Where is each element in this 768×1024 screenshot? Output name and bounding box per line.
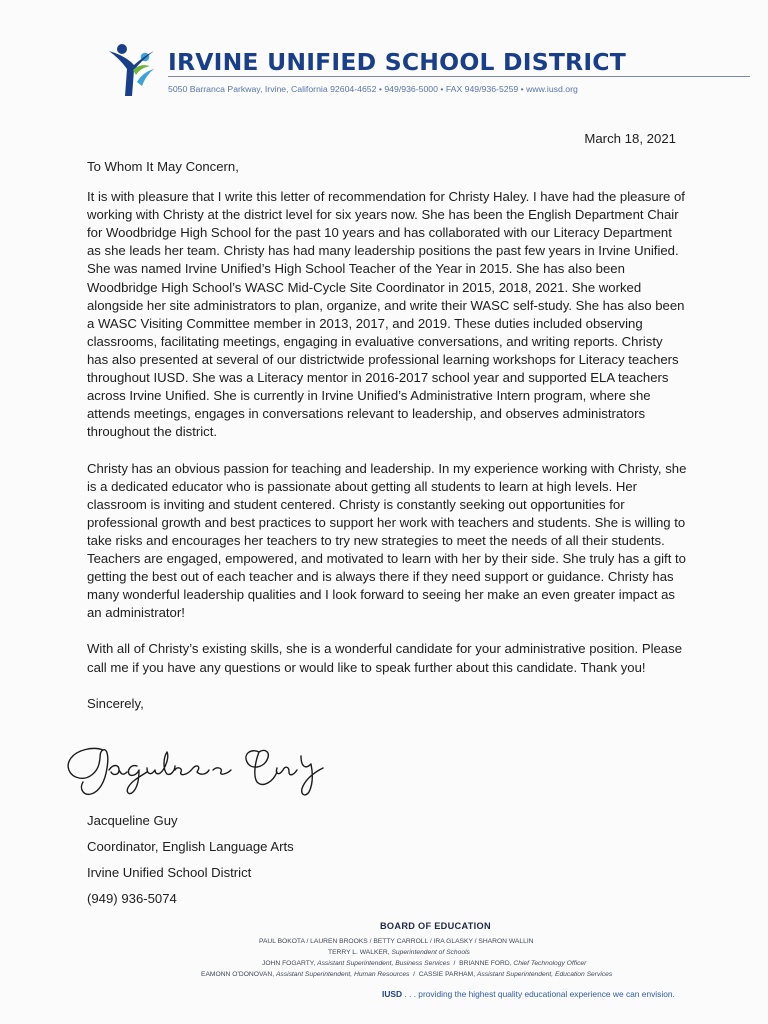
salutation: To Whom It May Concern, [87,159,239,174]
letterhead [106,40,752,100]
iusd-logo-icon [106,42,164,100]
superintendent-title: Superintendent of Schools [391,949,470,956]
district-slogan [382,989,675,999]
letter-body [87,158,687,731]
staff-name: BRIANNE FORD, [459,960,512,967]
signer-title: Coordinator, English Language Arts [87,839,294,854]
board-title: BOARD OF EDUCATION [380,921,491,931]
signature-block [87,808,294,912]
staff-title: Chief Technology Officer [513,960,587,967]
slogan-brand: IUSD [382,989,403,999]
paragraph-3: With all of Christy’s existing skills, she is a wonderful candidate for your administrative position. Please call me if you have any questions or would like to speak further about this candidate. Thank you! [87,641,682,675]
district-name: IRVINE UNIFIED SCHOOL DISTRICT [168,48,626,76]
signer-phone: (949) 936-5074 [87,891,177,906]
paragraph-2: Christy has an obvious passion for teaching and leadership. In my experience working with Christy, she is a dedicated educator who is passionate about getting all students to learn at high levels. Her classroom is inviting and student centered. Christy is constantly seeking out opportunities for professional growth and best practices to support her work with teachers and students. She is willing to take risks and encourages her teachers to try new strategies to meet the needs of all their students. Teachers are engaged, empowered, and motivated to learn with her by their side. She truly has a gift to getting the best out of each teacher and is always there if they need support or guidance. Christy has many wonderful leadership qualities and I look forward to seeing her make an even greater impact as an administrator! [87,460,687,621]
letterhead-rule [168,76,750,77]
signer-organization: Irvine Unified School District [87,865,252,880]
staff-title: Assistant Superintendent, Human Resources [275,971,410,978]
district-address: 5050 Barranca Parkway, Irvine, California 92604-4652 • 949/936-5000 • FAX 949/936-5259 • www.iusd.org [168,84,578,94]
slogan-text: . . . providing the highest quality educational experience we can envision. [404,989,675,999]
closing: Sincerely, [87,695,144,711]
board-members: PAUL BOKOTA / LAUREN BROOKS / BETTY CARROLL / IRA GLASKY / SHARON WALLIN [259,938,534,945]
letter-date: March 18, 2021 [584,131,676,146]
superintendent-name: TERRY L. WALKER, [328,949,390,956]
superintendent-line [328,949,470,956]
signer-name: Jacqueline Guy [87,813,178,828]
staff-title: Assistant Superintendent, Business Services [317,960,450,967]
staff-title: Assistant Superintendent, Education Services [476,971,613,978]
separator: / [411,971,417,978]
staff-name: EAMONN O’DONOVAN, [201,971,275,978]
paragraph-1: It is with pleasure that I write this letter of recommendation for Christy Haley. I have had the pleasure of working with Christy at the district level for six years now. She has been the English Department Chair for Woodbridge High School for the past 10 years and has collaborated with our Literacy Department as she leads her team. Christy has had many leadership positions the past few years in Irvine Unified. She was named Irvine Unified’s High School Teacher of the Year in 2015. She has also been Woodbridge High School’s WASC Mid-Cycle Site Coordinator in 2015, 2018, 2021. She worked alongside her site administrators to plan, organize, and write their WASC self-study. She has also been a WASC Visiting Committee member in 2013, 2017, and 2019. These duties included observing classrooms, facilitating meetings, engaging in evaluative conversations, and writing reports. Christy has also presented at several of our districtwide professional learning workshops for Literacy teachers throughout IUSD. She was a Literacy mentor in 2016-2017 school year and supported ELA teachers across Irvine Unified. She is currently in Irvine Unified’s Administrative Intern program, where she attends meetings, engages in conversations relevant to leadership, and observes administrators throughout the district. [87,189,685,440]
staff-name: CASSIE PARHAM, [418,971,476,978]
separator: / [451,960,458,967]
staff-line-2 [201,971,612,978]
staff-name: JOHN FOGARTY, [262,960,316,967]
handwritten-signature [63,742,343,798]
staff-line-1 [262,960,586,967]
